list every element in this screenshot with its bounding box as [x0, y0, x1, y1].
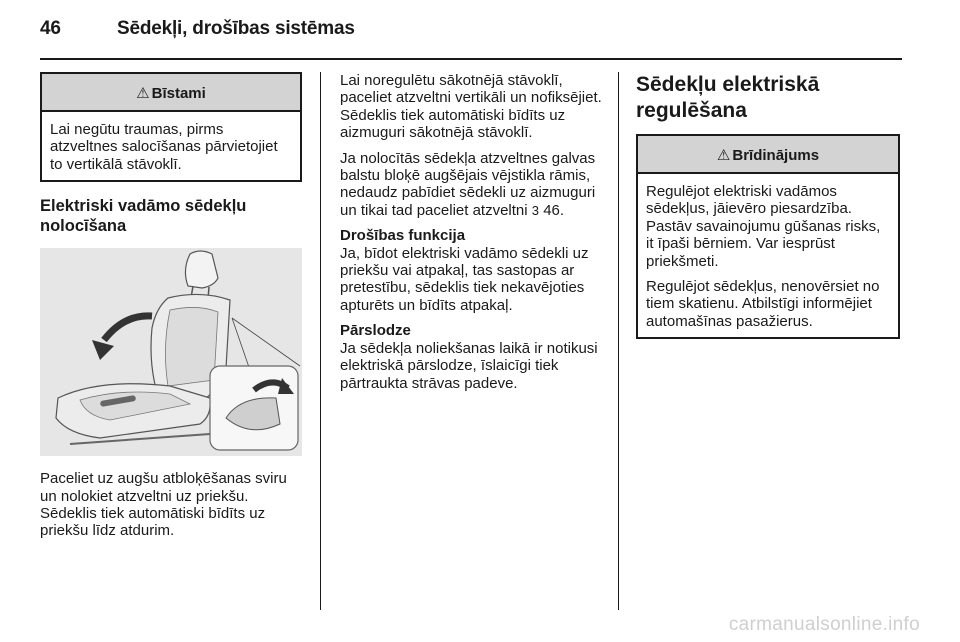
- page-number: 46: [40, 18, 61, 39]
- warning-triangle-icon: ⚠: [136, 85, 150, 102]
- danger-box-body: [42, 112, 300, 180]
- column-1: [40, 72, 302, 548]
- warning-text-2: Regulējot sēdekļus, nenovērsiet no tiem skatienu. Atbilstīgi informējiet automašīnas pasažierus.: [646, 278, 880, 330]
- section-heading-line1: Elektriski vadāmo sēdekļu: [40, 197, 247, 216]
- headrest-paragraph: [340, 150, 602, 220]
- reset-paragraph: Lai noregulētu sākotnējā stāvoklī, paceliet atzveltni vertikāli un nofiksējiet. Sēdeklis tiek automātiski bīdīts uz aizmuguri sākotnējā stāvoklī.: [340, 72, 602, 142]
- page-header: [40, 18, 355, 40]
- danger-box: [40, 72, 302, 182]
- column-2: [340, 72, 602, 400]
- electric-heading-line1: Sēdekļu elektriskā: [636, 73, 820, 96]
- folding-instructions: Paceliet uz augšu atbloķēšanas sviru un nolokiet atzveltni uz priekšu. Sēdeklis tiek automātiski bīdīts uz priekšu līdz atdurim.: [40, 470, 287, 540]
- fold-direction-arrow: [104, 316, 152, 340]
- headrest-text: Ja nolocītās sēdekļa atzveltnes galvas balstu bloķē augšējais vējstikla rāmis, nedaudz pabīdiet sēdekli uz aizmuguri un tikai tad paceliet atzveltni: [340, 149, 596, 219]
- section-heading-folding: [40, 196, 302, 236]
- watermark: carmanualsonline.info: [728, 614, 920, 635]
- safety-function-paragraph: [340, 227, 602, 314]
- warning-triangle-icon: ⚠: [716, 147, 731, 164]
- column-divider-1: [320, 72, 321, 610]
- overload-heading: Pārslodze: [340, 322, 411, 340]
- electric-heading-line2: regulēšana: [636, 99, 747, 122]
- danger-box-header: [42, 74, 300, 112]
- headrest: [185, 251, 218, 288]
- seat-illustration: [40, 248, 302, 456]
- column-divider-2: [618, 72, 619, 610]
- danger-box-text: Lai negūtu traumas, pirms atzveltnes salocīšanas pārvietojiet to vertikālā stāvoklī.: [50, 121, 278, 173]
- overload-paragraph: [340, 322, 602, 392]
- section-heading-electric: [636, 72, 898, 124]
- seat-drawing: [40, 248, 302, 456]
- safety-function-heading: Drošības funkcija: [340, 227, 466, 245]
- section-heading-line2: nolocīšana: [40, 217, 127, 236]
- chapter-title: Sēdekļi, drošības sistēmas: [117, 18, 355, 39]
- warning-text-1: Regulējot elektriski vadāmos sēdekļus, jāievēro piesardzība. Pastāv savainojumu gūšanas risks, it īpaši bērniem. Var iesprūst priekšmeti.: [646, 183, 881, 270]
- column-3: [636, 72, 898, 339]
- page-ref-link[interactable]: 46.: [543, 201, 565, 219]
- page-ref-icon: 3: [531, 202, 540, 218]
- warning-box-title: Brīdinājums: [732, 147, 820, 164]
- warning-box-body: [638, 174, 898, 337]
- warning-box: [636, 134, 900, 339]
- warning-box-header: [638, 136, 898, 174]
- header-rule: [40, 58, 902, 60]
- safety-function-text: Ja, bīdot elektriski vadāmo sēdekli uz priekšu vai atpakaļ, tas sastopas ar pretestību, sēdeklis tiek nekavējoties apturēts un bīdīts atpakaļ.: [340, 244, 589, 314]
- danger-box-title: Bīstami: [151, 85, 206, 102]
- overload-text: Ja sēdekļa noliekšanas laikā ir notikusi elektriskā pārslodze, īslaicīgi tiek pārtraukta strāvas padeve.: [340, 339, 598, 392]
